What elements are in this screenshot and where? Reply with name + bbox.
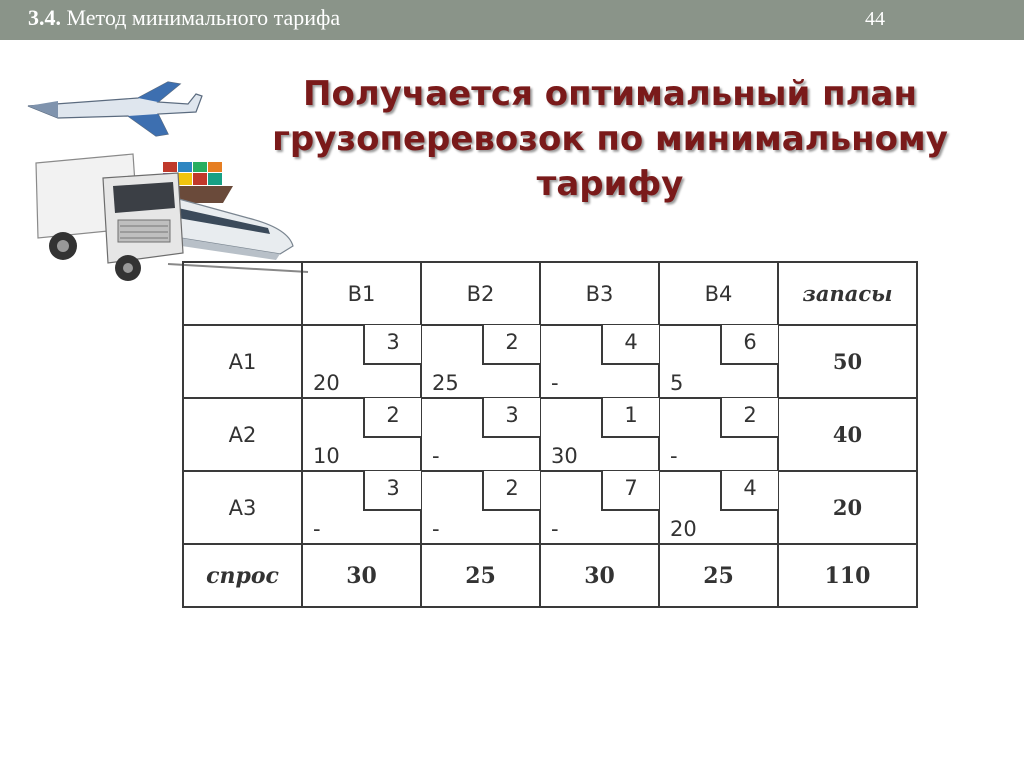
table-header-row bbox=[183, 262, 917, 325]
airplane-icon bbox=[28, 82, 202, 136]
demand-b1: 30 bbox=[302, 544, 421, 607]
shipment-volume: 10 bbox=[313, 444, 340, 468]
shipment-volume: 20 bbox=[313, 371, 340, 395]
tariff-value: 2 bbox=[363, 398, 421, 438]
row-label-a2: A2 bbox=[183, 398, 302, 471]
stock-header: запасы bbox=[778, 262, 917, 325]
table-row-a2 bbox=[183, 398, 917, 471]
stock-a2: 40 bbox=[778, 398, 917, 471]
tariff-value: 3 bbox=[363, 471, 421, 511]
shipment-volume: 30 bbox=[551, 444, 578, 468]
heading-line-1: Получается оптимальный план bbox=[303, 74, 917, 114]
column-header-b1: B1 bbox=[302, 262, 421, 325]
tariff-value: 2 bbox=[720, 398, 778, 438]
cell-a3-b4 bbox=[659, 471, 778, 544]
cell-a3-b2 bbox=[421, 471, 540, 544]
row-label-a3: A3 bbox=[183, 471, 302, 544]
total-value: 110 bbox=[778, 544, 917, 607]
tariff-value: 1 bbox=[601, 398, 659, 438]
section-number: 3.4. bbox=[28, 5, 61, 30]
tariff-value: 7 bbox=[601, 471, 659, 511]
table-row-a1 bbox=[183, 325, 917, 398]
table-demand-row bbox=[183, 544, 917, 607]
corner-cell bbox=[183, 262, 302, 325]
stock-a1: 50 bbox=[778, 325, 917, 398]
cell-a3-b1 bbox=[302, 471, 421, 544]
cell-a1-b1 bbox=[302, 325, 421, 398]
shipment-volume: 5 bbox=[670, 371, 684, 395]
column-header-b3: B3 bbox=[540, 262, 659, 325]
heading-line-3: тарифу bbox=[536, 164, 684, 204]
column-header-b4: B4 bbox=[659, 262, 778, 325]
cell-a2-b3 bbox=[540, 398, 659, 471]
truck-icon bbox=[36, 154, 183, 281]
stock-a3: 20 bbox=[778, 471, 917, 544]
shipment-volume: - bbox=[551, 371, 559, 395]
shipment-volume: 20 bbox=[670, 517, 697, 541]
tariff-value: 2 bbox=[482, 325, 540, 365]
slide-heading bbox=[205, 72, 1015, 207]
tariff-value: 3 bbox=[482, 398, 540, 438]
cell-a1-b2 bbox=[421, 325, 540, 398]
shipment-volume: - bbox=[670, 444, 678, 468]
table-row-a3 bbox=[183, 471, 917, 544]
column-header-b2: B2 bbox=[421, 262, 540, 325]
slide-number: 44 bbox=[865, 8, 885, 30]
cell-a2-b4 bbox=[659, 398, 778, 471]
shipment-volume: - bbox=[432, 444, 440, 468]
tariff-value: 4 bbox=[601, 325, 659, 365]
demand-b3: 30 bbox=[540, 544, 659, 607]
tariff-value: 3 bbox=[363, 325, 421, 365]
shipment-volume: - bbox=[432, 517, 440, 541]
heading-line-2: грузоперевозок по минимальному bbox=[272, 119, 948, 159]
section-title bbox=[28, 5, 340, 31]
demand-label: спрос bbox=[183, 544, 302, 607]
cell-a1-b4 bbox=[659, 325, 778, 398]
shipment-volume: 25 bbox=[432, 371, 459, 395]
tariff-value: 6 bbox=[720, 325, 778, 365]
tariff-value: 2 bbox=[482, 471, 540, 511]
section-name: Метод минимального тарифа bbox=[66, 5, 341, 30]
demand-b4: 25 bbox=[659, 544, 778, 607]
shipment-volume: - bbox=[313, 517, 321, 541]
transport-plan-table bbox=[182, 261, 918, 608]
demand-b2: 25 bbox=[421, 544, 540, 607]
cell-a2-b2 bbox=[421, 398, 540, 471]
shipment-volume: - bbox=[551, 517, 559, 541]
tariff-value: 4 bbox=[720, 471, 778, 511]
cell-a3-b3 bbox=[540, 471, 659, 544]
slide-header-bar bbox=[0, 0, 1024, 40]
row-label-a1: A1 bbox=[183, 325, 302, 398]
cell-a2-b1 bbox=[302, 398, 421, 471]
cell-a1-b3 bbox=[540, 325, 659, 398]
